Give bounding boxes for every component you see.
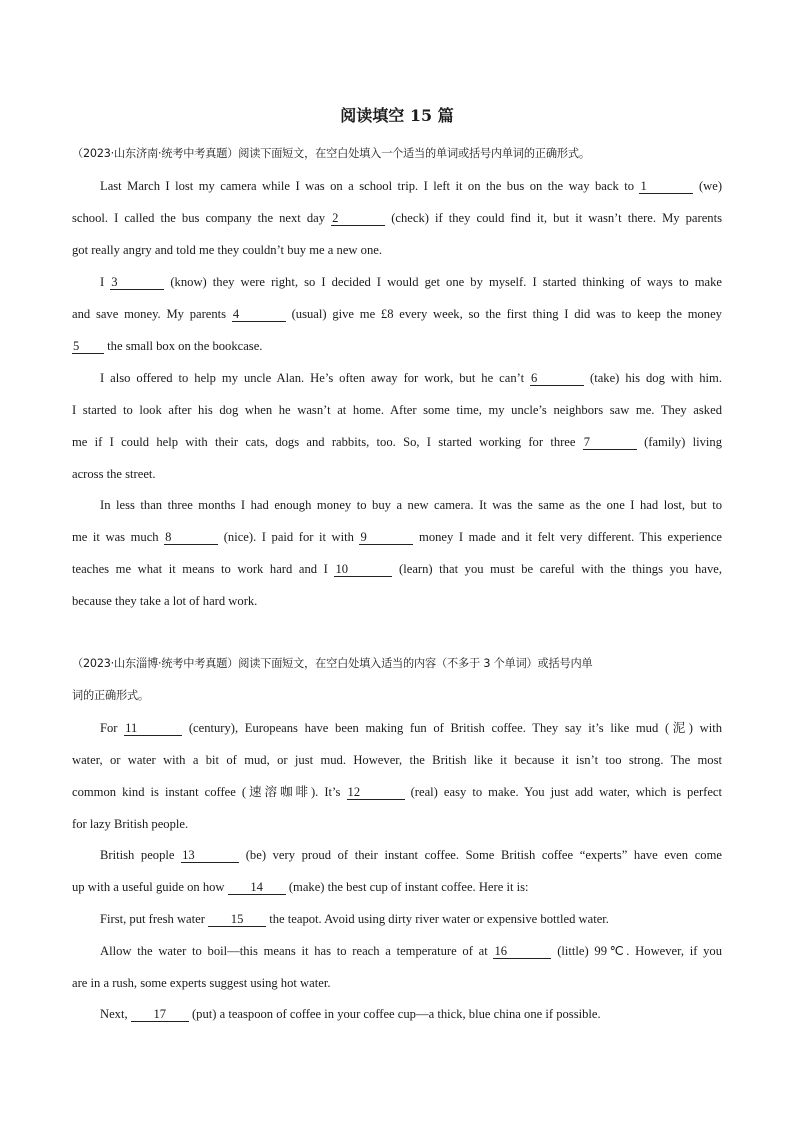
blank-5[interactable]: 5 — [72, 340, 104, 354]
passage-1-source: （2023·山东济南·统考中考真题）阅读下面短文，在空白处填入一个适当的单词或括号内单词的正确形式。 — [72, 147, 590, 160]
blank-7[interactable]: 7 — [583, 436, 637, 450]
text-line: 5 the small box on the bookcase. — [73, 339, 263, 353]
text-line: British people 13 (be) very proud of their instant coffee. Some British coffee “experts” have even come — [100, 848, 722, 862]
text-line: are in a rush, some experts suggest using hot water. — [72, 976, 331, 990]
text-line: Next, 17 (put) a teaspoon of coffee in your coffee cup—a thick, blue china one if possible. — [100, 1007, 601, 1021]
text-line: got really angry and told me they couldn’t buy me a new one. — [72, 243, 382, 257]
text-line: First, put fresh water 15 the teapot. Avoid using dirty river water or expensive bottled water. — [100, 912, 609, 926]
text-line: up with a useful guide on how 14 (make) the best cup of instant coffee. Here it is: — [72, 880, 529, 894]
blank-13[interactable]: 13 — [181, 849, 239, 863]
page-title: 阅读填空 15 篇 — [340, 106, 454, 125]
blank-17[interactable]: 17 — [131, 1008, 189, 1022]
blank-14[interactable]: 14 — [228, 881, 286, 895]
blank-8[interactable]: 8 — [164, 531, 218, 545]
blank-11[interactable]: 11 — [124, 722, 182, 736]
passage-2-source-cont: 词的正确形式。 — [72, 689, 149, 702]
blank-6[interactable]: 6 — [530, 372, 584, 386]
text-line: me it was much 8 (nice). I paid for it with 9 money I made and it felt very different. This experience — [72, 530, 723, 544]
blank-10[interactable]: 10 — [334, 563, 392, 577]
text-line: water, or water with a bit of mud, or just mud. However, the British like it because it isn’t too strong. The most — [72, 753, 722, 767]
text-line: Last March I lost my camera while I was on a school trip. I left it on the bus on the way back to 1 (we) — [100, 179, 723, 193]
blank-3[interactable]: 3 — [110, 276, 164, 290]
passage-2-source: （2023·山东淄博·统考中考真题）阅读下面短文，在空白处填入适当的内容（不多于 3 个单词）或括号内单 — [72, 657, 593, 670]
text-line: I also offered to help my uncle Alan. He’s often away for work, but he can’t 6 (take) his dog with him. — [100, 371, 722, 385]
text-line: and save money. My parents 4 (usual) give me £8 every week, so the first thing I did was to keep the money — [72, 307, 722, 321]
blank-16[interactable]: 16 — [493, 945, 551, 959]
blank-12[interactable]: 12 — [347, 786, 405, 800]
text-line: for lazy British people. — [72, 817, 189, 831]
blank-9[interactable]: 9 — [359, 531, 413, 545]
blank-4[interactable]: 4 — [232, 308, 286, 322]
text-line: me if I could help with their cats, dogs and rabbits, too. So, I started working for three 7 (family) living — [72, 435, 722, 449]
text-line: I started to look after his dog when he wasn’t at home. After some time, my uncle’s neighbors saw me. They asked — [72, 403, 722, 417]
blank-15[interactable]: 15 — [208, 913, 266, 927]
text-line: Allow the water to boil—this means it has to reach a temperature of at 16 (little) 99℃. However, if you — [100, 944, 723, 958]
text-line: In less than three months I had enough money to buy a new camera. It was the same as the one I had lost, but to — [100, 498, 722, 512]
blank-2[interactable]: 2 — [331, 212, 385, 226]
text-line: across the street. — [72, 467, 156, 481]
text-line: common kind is instant coffee (速溶咖啡). It’s 12 (real) easy to make. You just add water, which is perfect — [72, 785, 723, 799]
text-line: For 11 (century), Europeans have been making fun of British coffee. They say it’s like mud (泥) with — [100, 721, 723, 735]
text-line: I 3 (know) they were right, so I decided I would get one by myself. I started thinking of ways to make — [100, 275, 723, 289]
text-line: teaches me what it means to work hard and I 10 (learn) that you must be careful with the things you have, — [72, 562, 722, 576]
blank-1[interactable]: 1 — [639, 180, 693, 194]
text-line: because they take a lot of hard work. — [72, 594, 258, 608]
text-line: school. I called the bus company the next day 2 (check) if they could find it, but it wasn’t there. My parents — [72, 211, 722, 225]
